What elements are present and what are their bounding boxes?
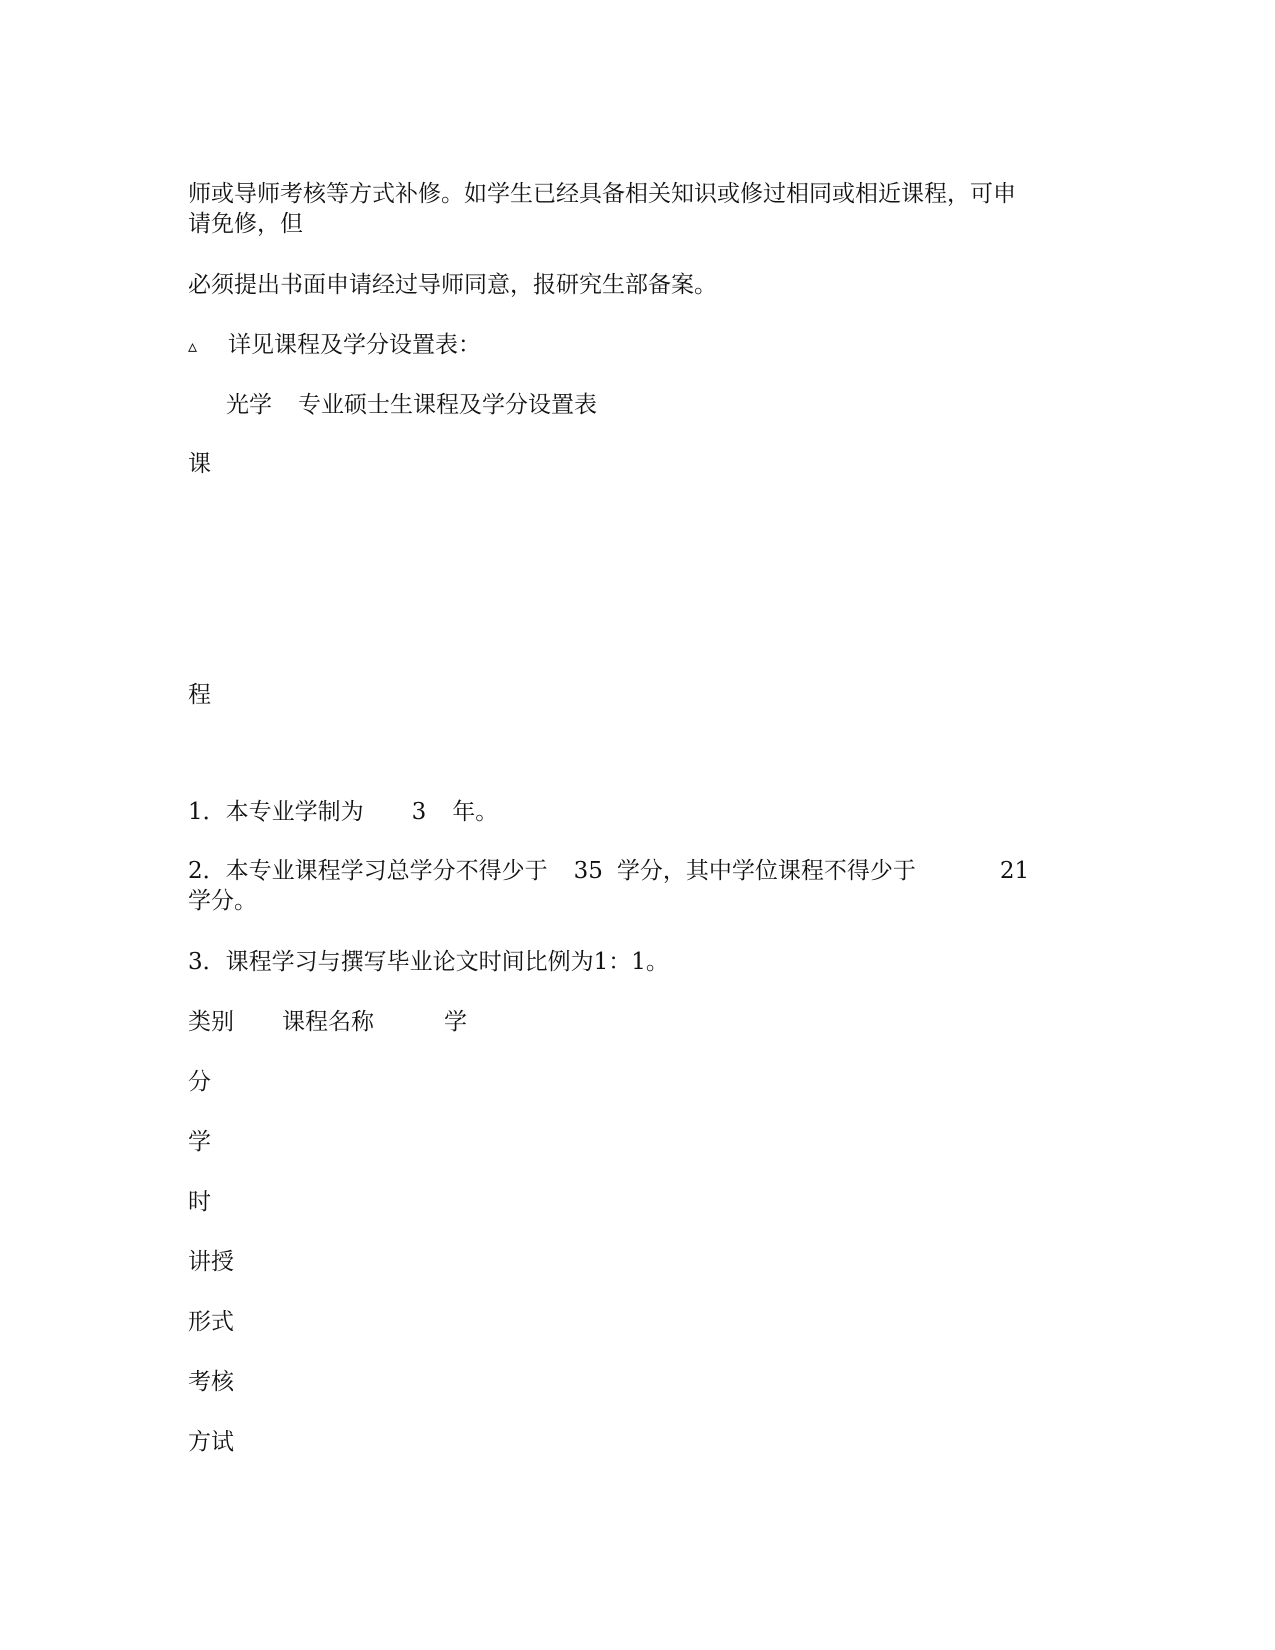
table-title (226, 394, 597, 417)
header-course-name: 课程名称 (282, 1009, 374, 1035)
paragraph-text: 请免修，但 (188, 211, 303, 237)
header-xue2: 学 (188, 1129, 211, 1155)
bullet-text: 详见课程及学分设置表： (228, 332, 481, 358)
note-2-value-total: 35 (573, 858, 603, 884)
header-fen: 分 (188, 1069, 211, 1095)
paragraph-text: 师或导师考核等方式补修。如学生已经具备相关知识或修过相同或相近课程，可申 (188, 181, 1016, 207)
table-title-major: 光学 (226, 392, 272, 418)
note-2-value-degree: 21 (999, 858, 1030, 884)
note-1: 1．本专业学制为 3 年。 (188, 799, 499, 825)
paragraph-text: 必须提出书面申请经过导师同意，报研究生部备案。 (188, 272, 717, 298)
header-xue: 学 (444, 1009, 467, 1035)
header-fangshi: 方试 (188, 1429, 234, 1455)
note-2: 2．本专业课程学习总学分不得少于 35 学分，其中学位课程不得少于 21 (188, 858, 1030, 884)
header-jiangshou: 讲授 (188, 1249, 234, 1275)
table-title-text: 专业硕士生课程及学分设置表 (298, 392, 597, 418)
header-category: 类别 (188, 1009, 234, 1035)
note-1-value: 3 (411, 799, 427, 825)
triangle-bullet-icon: ▵ (188, 336, 198, 357)
header-shi: 时 (188, 1189, 211, 1215)
paragraph-line (188, 274, 717, 297)
header-xingshi: 形式 (188, 1309, 234, 1335)
vertical-label-ke: 课 (188, 451, 211, 477)
bullet-item (188, 334, 481, 357)
note-2-line2: 学分。 (188, 888, 257, 914)
note-3: 3．课程学习与撰写毕业论文时间比例为1：1。 (188, 949, 669, 975)
paragraph-line (188, 213, 303, 236)
paragraph-line (188, 183, 1016, 206)
header-kaohe: 考核 (188, 1369, 234, 1395)
table-header-row (188, 1011, 467, 1034)
vertical-label-cheng: 程 (188, 682, 211, 708)
